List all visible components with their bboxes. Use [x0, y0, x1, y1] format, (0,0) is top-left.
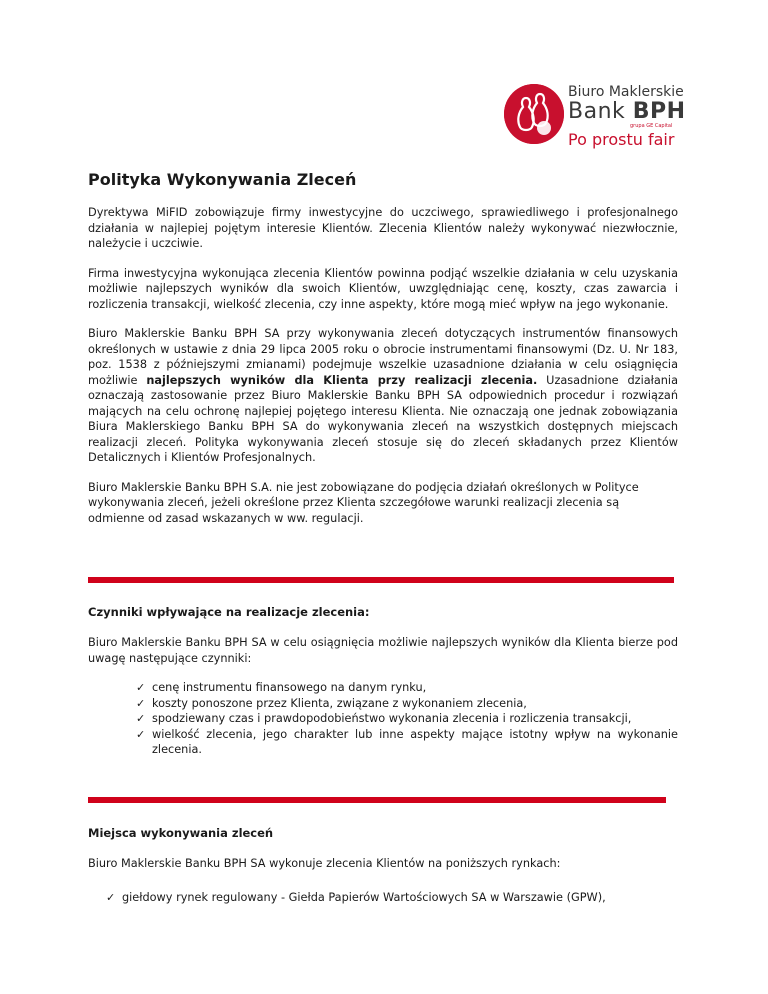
intro-section — [88, 170, 678, 540]
checkmark-icon: ✓ — [136, 712, 146, 725]
logo-subtitle: grupa GE Capital — [630, 123, 673, 129]
section-divider-1 — [88, 577, 674, 583]
venues-heading: Miejsca wykonywania zleceń — [88, 826, 274, 840]
checkmark-icon: ✓ — [136, 727, 146, 741]
venues-list — [88, 890, 678, 906]
paragraph-4: Biuro Maklerskie Banku BPH S.A. nie jest zobowiązane do podjęcia działań określonych w Polityce wykonywania zleceń, jeżeli określone przez Klienta szczegółowe warunki realizacji zlecenia są odmienne od zasad wskazanych w ww. regulacji. — [88, 480, 639, 525]
paragraph-1: Dyrektywa MiFID zobowiązuje firmy inwestycyjne do uczciwego, sprawiedliwego i profesjonalnego działania w najlepiej pojętym interesie Klientów. Zlecenia Klientów należy wykonywać niezwłocznie, należycie i uczciwie. — [88, 206, 678, 250]
bowling-pins-logo-icon — [504, 84, 564, 144]
logo-line-1: Biuro Maklerskie — [568, 84, 684, 100]
factors-intro: Biuro Maklerskie Banku BPH SA w celu osiągnięcia możliwie najlepszych wyników dla Klienta bierze pod uwagę następujące czynniki: — [88, 636, 678, 665]
paragraph-2: Firma inwestycyjna wykonująca zlecenia Klientów powinna podjąć wszelkie działania w celu uzyskania możliwie najlepszych wyników dla swoich Klientów, uwzględniając cenę, koszty, czas zawarcia i rozliczenia transakcji, wielkość zlecenia, czy inne aspekty, które mogą mieć wpływ na jego wykonanie. — [88, 266, 678, 311]
section-divider-2 — [88, 797, 666, 803]
list-item: ✓ koszty ponoszone przez Klienta, związane z wykonaniem zlecenia, — [136, 696, 527, 710]
list-item: ✓ wielkość zlecenia, jego charakter lub inne aspekty mające istotny wpływ na wykonanie zlecenia. — [136, 727, 678, 756]
factors-list — [88, 680, 678, 758]
list-item: ✓ cenę instrumentu finansowego na danym rynku, — [136, 681, 427, 694]
paragraph-3: Biuro Maklerskie Banku BPH SA przy wykonywania zleceń dotyczących instrumentów finansowych określonych w ustawie z dnia 29 lipca 2005 roku o obrocie instrumentami finansowymi (Dz. U. Nr 183, poz. 1538 z późniejszymi zmianami) podejmuje wszelkie uzasadnione działania w celu osiągnięcia możliwie najlepszych wyników dla Klienta przy realizacji zlecenia. Uzasadnione działania oznaczają zastosowanie przez Biuro Maklerskie Banku BPH SA odpowiednich procedur i rozwiązań mających na celu ochronę najlepiej pojętego interesu Klienta. Nie oznaczają one jednak zobowiązania Biura Maklerskiego Banku BPH SA do wykonywania zleceń na wszystkich dostępnych miejscach realizacji zleceń. Polityka wykonywania zleceń stosuje się do zleceń składanych przez Klientów Detalicznych i Klientów Profesjonalnych. — [88, 327, 678, 464]
factors-heading: Czynniki wpływające na realizacje zlecenia: — [88, 605, 370, 619]
logo-line-2: Bank BPH — [568, 99, 686, 124]
checkmark-icon: ✓ — [136, 696, 146, 710]
factors-section — [88, 605, 678, 758]
list-item: ✓ giełdowy rynek regulowany - Giełda Papierów Wartościowych SA w Warszawie (GPW), — [106, 890, 606, 904]
venues-section — [88, 826, 678, 905]
checkmark-icon: ✓ — [136, 681, 146, 694]
list-item: ✓ spodziewany czas i prawdopodobieństwo wykonania zlecenia i rozliczenia transakcji, — [136, 712, 632, 725]
page-title: Polityka Wykonywania Zleceń — [88, 170, 357, 189]
logo-tagline: Po prostu fair — [568, 130, 675, 149]
venues-intro: Biuro Maklerskie Banku BPH SA wykonuje zlecenia Klientów na poniższych rynkach: — [88, 857, 561, 870]
brand-logo — [504, 80, 684, 154]
checkmark-icon: ✓ — [106, 890, 116, 904]
emphasis-text: najlepszych wyników dla Klienta przy realizacji zlecenia. — [146, 373, 538, 387]
